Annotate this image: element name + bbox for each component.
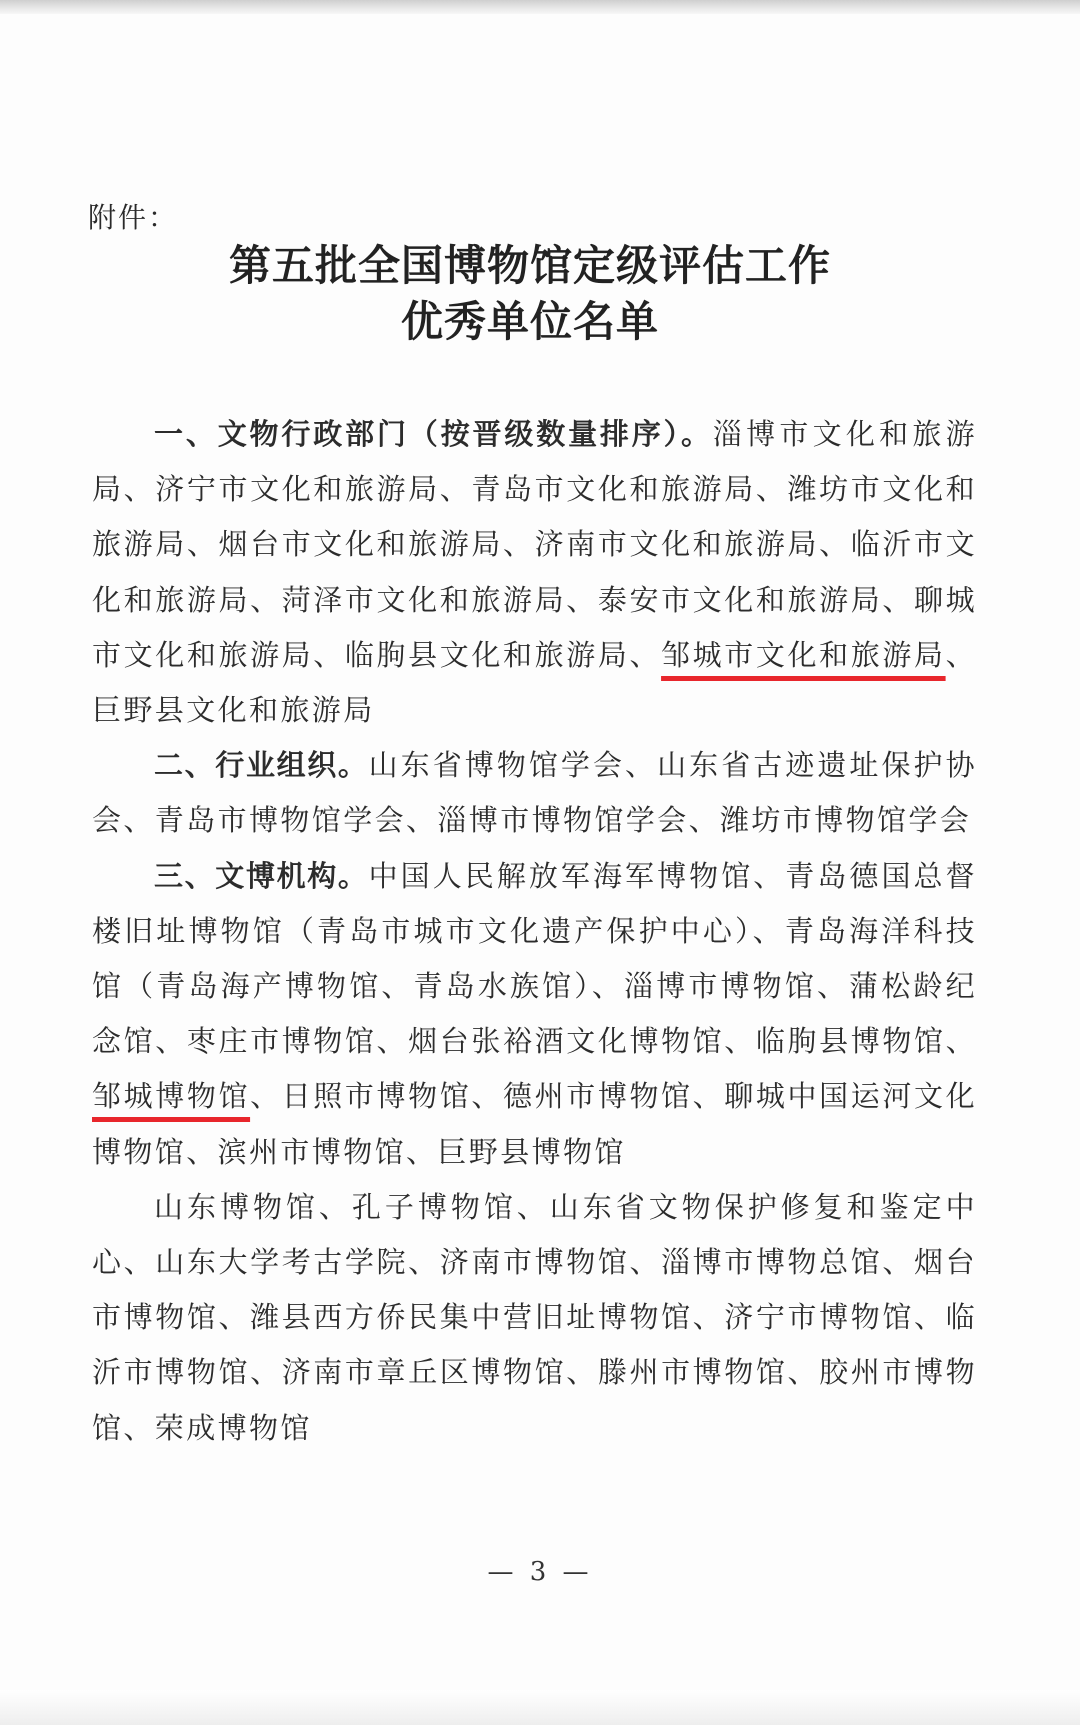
- section-institutions: [92, 849, 977, 1180]
- section-text-institutions-end: 、日照市博物馆、德州市博物馆、聊城中国运河文化博物馆、滨州市博物馆、巨野县博物馆: [92, 1079, 977, 1169]
- attachment-label: 附件：: [88, 201, 179, 234]
- section-industry-organizations: [92, 738, 977, 848]
- document-title: [0, 238, 1060, 350]
- section-text-administrative: 淄博市文化和旅游局、济宁市文化和旅游局、青岛市文化和旅游局、潍坊市文化和旅游局、烟台市文化和旅游局、济南市文化和旅游局、临沂市文化和旅游局、菏泽市文化和旅游局、泰安市文化和旅游局、聊城市文化和旅游局、临朐县文化和旅游局、: [92, 417, 977, 672]
- highlighted-zoucheng-museum: 邹城博物馆: [92, 1079, 251, 1114]
- section-text-administrative-end: 、巨野县文化和旅游局: [92, 637, 977, 728]
- highlighted-zoucheng-bureau: 邹城市文化和旅游局: [661, 637, 946, 672]
- section-heading-industry: 二、行业组织。: [154, 748, 369, 783]
- section-text-institutions-continued: 山东博物馆、孔子博物馆、山东省文物保护修复和鉴定中心、山东大学考古学院、济南市博物馆、淄博市博物总馆、烟台市博物馆、潍县西方侨民集中营旧址博物馆、济宁市博物馆、临沂市博物馆、济南市章丘区博物馆、滕州市博物馆、胶州市博物馆、荣成博物馆: [92, 1189, 977, 1445]
- title-line-1: 第五批全国博物馆定级评估工作: [228, 241, 831, 290]
- page-number: — 3 —: [487, 1557, 593, 1587]
- section-heading-administrative: 一、文物行政部门（按晋级数量排序）。: [154, 417, 713, 451]
- section-administrative: [92, 407, 977, 738]
- document-body: [92, 407, 977, 1456]
- title-line-2: 优秀单位名单: [400, 297, 659, 346]
- page-top-edge: [0, 0, 1080, 14]
- section-institutions-continued: [92, 1180, 977, 1456]
- section-text-institutions: 中国人民解放军海军博物馆、青岛德国总督楼旧址博物馆（青岛市城市文化遗产保护中心）、青岛海洋科技馆（青岛海产博物馆、青岛水族馆）、淄博市博物馆、蒲松龄纪念馆、枣庄市博物馆、烟台张裕酒文化博物馆、临朐县博物馆、: [92, 858, 977, 1059]
- section-heading-institutions: 三、文博机构。: [154, 858, 369, 893]
- page-bottom-edge: [0, 1690, 1080, 1725]
- section-text-industry: 山东省博物馆学会、山东省古迹遗址保护协会、青岛市博物馆学会、淄博市博物馆学会、潍坊市博物馆学会: [92, 748, 977, 838]
